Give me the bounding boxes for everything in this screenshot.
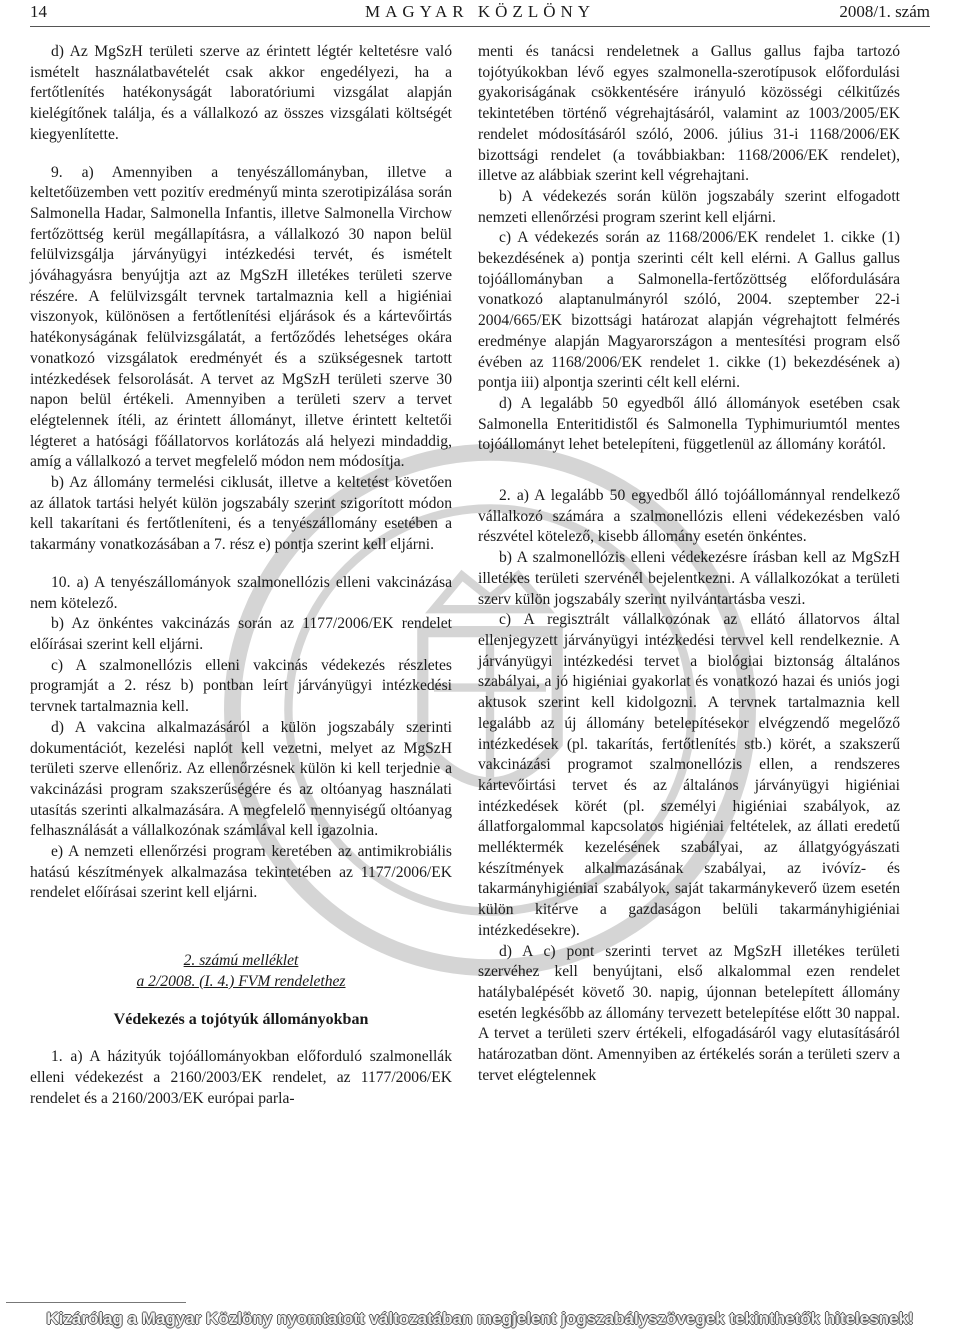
- paragraph: d) Az MgSzH területi szerve az érintett légtér keltetésre való ismételt használatbavételét csak akkor engedélyezi, ha a fertőtlenítés hatékonyságát laboratóriumi vizsgálat alapján kielégítőnek találja, és a vállalkozó az összes vizsgálati költségét kiegyenlítette.: [30, 43, 452, 143]
- header-rule: [30, 26, 930, 27]
- paragraph: c) A védekezés során az 1168/2006/EK rendelet 1. cikke (1) bekezdésének a) pontja szerinti célt kell elérni. A Gallus gallus tojóállományban a Salmonella-fertőzöttség előfordulására vonatkozó alaptanulmányról szóló, 2004. szeptember 22-i 2004/665/EK bizottsági határozat alapján végrehajtott felmérés eredménye alapján Magyarországon a mentesítési program első évében az 1168/2006/EK rendelet 1. cikke (1) bekezdésének a) pontja iii) alpontja szerinti célt kell elérni.: [478, 229, 900, 392]
- authenticity-notice: Kizárólag a Magyar Közlöny nyomtatott változatában megjelent jogszabályszövegek tekinthetők hitelesnek!: [46, 1309, 914, 1328]
- paragraph: 1. a) A házityúk tojóállományokban előforduló szalmonellák elleni védekezést a 2160/2003/EK rendelet, az 1177/2006/EK rendelet és a 2160/2003/EK európai parla-: [30, 1048, 452, 1107]
- issue-number: 2008/1. szám: [839, 2, 930, 21]
- paragraph: 9. a) Amennyiben a tenyészállományban, illetve a keltetőüzemben vett pozitív eredményű minta szerotipizálása során Salmonella Hadar, Salmonella Infantis, illetve Salmonella Virchow fertőzöttség kerül megállapításra, a vállalkozó 30 napon belül felülvizsgálja járványügyi intézkedési tervét, és ismételt jóváhagyásra benyújtja azt az MgSzH illetékes területi szerve részére. A felülvizsgált tervnek tartalmaznia kell a higiéniai viszonyok, különösen a fertőtlenítési eljárások és a kártevőirtás hatékonyságának felülvizsgálatát, a fertőződés lehetséges okára vonatkozó vizsgálatok eredményét és a szükségesnek tartott intézkedések felsorolását. A tervet az MgSzH területi szerve 30 napon belül értékeli. Amennyiben a területi szerv a tervet elégtelennek ítéli, az érintett állományt, illetve érintett keltetői légteret a hatósági főállatorvos korlátozás alá helyezi mindaddig, amíg a vállalkozó a tervet megfelelő módon nem módosítja.: [30, 163, 452, 471]
- right-column: [478, 42, 900, 1086]
- paragraph: c) A regisztrált vállalkozónak az ellátó állatorvos által ellenjegyzett járványügyi intézkedési tervvel kell rendelkeznie. A járványügyi intézkedési tervet a biológiai biztonság általános szabályai, a jó higiéniai gyakorlat és vonatkozó hazai és uniós jogi aktusok szerint kell kidolgozni. A tervnek tartalmaznia kell legalább az új állomány betelepítésekor elvégzendő megelőző intézkedések (pl. takarítás, fertőtlenítés stb.) körét, a szakszerű vakcinázási programot szalmonellózis ellen, a rendszeres kártevőirtási tervet és az általános járványügyi higiéniai intézkedések körét (pl. személyi higiéniai szabályok, az állatforgalommal kapcsolatos higiéniai feltételek, az állati eredetű melléktermék kezelésének szabályai, az állatgyógyászati készítmények alkalmazásának szabályai, az ivóvíz- és takarmányhigiéniai szabályok, saját takarmánykeverő üzem esetén külön kitérve a gazdaságon belüli takarmányhigiéniai intézkedésekre).: [478, 611, 900, 939]
- annex-number: 2. számú melléklet: [183, 952, 299, 970]
- paragraph: d) A vakcina alkalmazásáról a külön jogszabály szerinti dokumentációt, kezelési naplót kell vezetni, melyet az MgSzH területi szerve ellenőriz. Az ellenőrzésnek külön ki kell terjednie a vakcinázási program szakszerűségére és az oltóanyag használati utasítás szerinti alkalmazására. A megfelelő mennyiségű oltóanyag felhasználását a vállalkozónak számlával kell igazolnia.: [30, 718, 452, 840]
- page-number: 14: [30, 2, 47, 21]
- left-column: [30, 42, 452, 1109]
- annex-title: Védekezés a tojótyúk állományokban: [113, 1010, 369, 1028]
- footer-rule: [6, 1302, 186, 1303]
- paragraph: d) A c) pont szerinti tervet az MgSzH illetékes területi szervéhez kell benyújtani, első alkalommal ezen rendelet hatálybalépését követő 30. napig, újonnan betelepített állomány esetén legkésőbb az állomány tervezett betelepítése előtt 30 nappal. A tervet a területi szerv értékeli, elfogadásáról vagy elutasításáról határozatban dönt. Amennyiben az értékelés során a területi szerv a tervet elégtelennek: [478, 942, 900, 1084]
- paragraph: b) A védekezés során külön jogszabály szerint elfogadott nemzeti ellenőrzési program szerint kell eljárni.: [478, 187, 900, 226]
- annex-reference: a 2/2008. (I. 4.) FVM rendelethez: [136, 972, 346, 990]
- paragraph: 10. a) A tenyészállományok szalmonellózis elleni vakcinázása nem kötelező.: [30, 573, 452, 612]
- paragraph: b) Az önkéntes vakcinázás során az 1177/2006/EK rendelet előírásai szerint kell eljárni.: [30, 615, 452, 653]
- paragraph: d) A legalább 50 egyedből álló állományok esetében csak Salmonella Enteritidistől és Salmonella Typhimuriumtól mentes tojóállományt lehet betelepíteni, függetlenül az állomány korától.: [478, 394, 900, 454]
- paragraph: menti és tanácsi rendeletnek a Gallus gallus fajba tartozó tojótyúkokban lévő egyes szalmonella-szerotípusok előfordulási gyakoriságának csökkentésére irányuló közösségi célkitűzés tekintetében történő végrehajtásáról, valamint az 1003/2005/EK rendelet módosításáról szóló, 2006. július 31-i 1168/2006/EK bizottsági rendelet (a továbbiakban: 1168/2006/EK rendelet), illetve az alábbiak szerint kell végrehajtani.: [478, 43, 900, 185]
- paragraph: c) A szalmonellózis elleni vakcinás védekezés részletes programját a 2. rész b) pontban leírt járványügyi intézkedési tervnek tartalmaznia kell.: [30, 656, 452, 716]
- publication-title: MAGYAR KÖZLÖNY: [364, 2, 596, 21]
- paragraph: 2. a) A legalább 50 egyedből álló tojóállománnyal rendelkező vállalkozó számára a szalmonellózis elleni védekezésben való részvétel kötelező, kisebb állomány esetén önkéntes.: [478, 487, 900, 546]
- page-header: [30, 0, 930, 24]
- paragraph: e) A nemzeti ellenőrzési program keretében az antimikrobiális hatású készítmények alkalmazása tekintetében az 1177/2006/EK rendelet előírásai szerint kell eljárni.: [30, 843, 452, 902]
- paragraph: b) A szalmonellózis elleni védekezésre írásban kell az MgSzH illetékes területi szervénél bejelentkezni. A vállalkozókat a területi szerv külön jogszabály szerint nyilvántartásba veszi.: [478, 549, 900, 608]
- paragraph: b) Az állomány termelési ciklusát, illetve a keltetést követően az állatok tartási helyét külön jogszabály szerint szigorított módon kell takarítani és fertőtleníteni, és a tenyészállomány esetében a takarmány vonatkozásában a 7. rész e) pontja szerint kell eljárni.: [30, 474, 452, 554]
